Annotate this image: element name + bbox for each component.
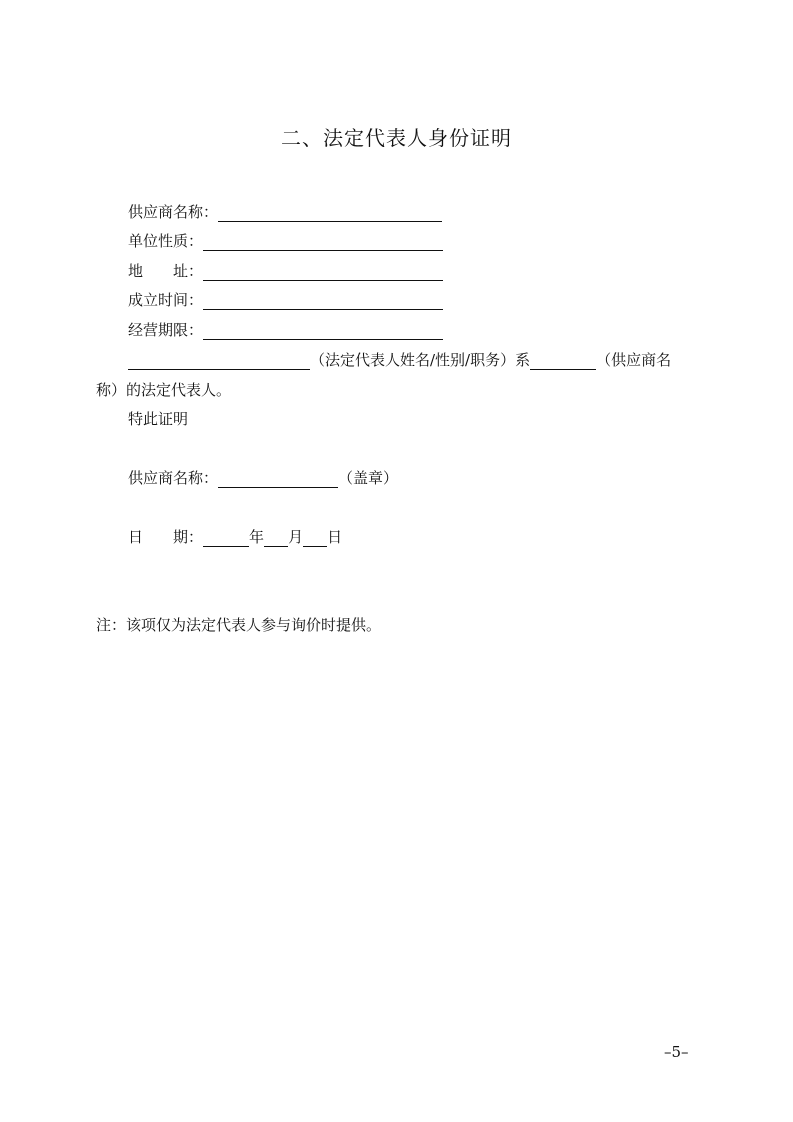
note-text: 注：该项仅为法定代表人参与询价时提供。 xyxy=(96,616,382,634)
supplier-name-row xyxy=(128,200,442,222)
established-date-row xyxy=(128,288,443,310)
unit-nature-input-line[interactable] xyxy=(203,232,443,251)
date-label-char-1: 日 xyxy=(128,528,144,546)
signature-row xyxy=(128,466,398,488)
date-row xyxy=(128,525,342,547)
day-input-line[interactable] xyxy=(303,528,327,547)
year-input-line[interactable] xyxy=(203,528,249,547)
day-label: 日 xyxy=(327,528,343,546)
statement-part2: （供应商名 xyxy=(596,351,672,369)
address-label xyxy=(128,260,203,281)
supplier-name-input-line[interactable] xyxy=(218,203,442,222)
certify-label: 特此证明 xyxy=(128,410,189,428)
statement-part1: （法定代表人姓名/性别/职务）系 xyxy=(310,351,531,369)
business-term-input-line[interactable] xyxy=(203,321,443,340)
unit-nature-label: 单位性质： xyxy=(128,232,204,250)
year-label: 年 xyxy=(249,528,265,546)
date-label-char-2: 期 xyxy=(173,528,189,546)
month-input-line[interactable] xyxy=(264,528,288,547)
address-label-char-2: 址 xyxy=(173,262,189,280)
seal-label: （盖章） xyxy=(338,469,399,487)
certify-text xyxy=(128,407,188,429)
supplier-name-label: 供应商名称： xyxy=(128,203,219,221)
signature-label: 供应商名称： xyxy=(128,469,219,487)
signature-supplier-input-line[interactable] xyxy=(218,469,338,488)
month-label: 月 xyxy=(288,528,304,546)
representative-input-line[interactable] xyxy=(128,351,310,370)
business-term-label: 经营期限： xyxy=(128,321,204,339)
address-label-colon: ： xyxy=(188,262,204,280)
statement-part3: 称）的法定代表人。 xyxy=(96,381,232,399)
note xyxy=(96,613,381,635)
established-date-label: 成立时间： xyxy=(128,291,204,309)
business-term-row xyxy=(128,318,443,340)
address-label-char-1: 地 xyxy=(128,262,144,280)
supplier-input-line[interactable] xyxy=(530,351,596,370)
established-date-input-line[interactable] xyxy=(203,291,443,310)
unit-nature-row xyxy=(128,229,443,251)
address-row xyxy=(128,259,443,281)
statement-continuation xyxy=(96,378,231,400)
page-number: –5– xyxy=(664,1043,689,1061)
date-label-colon: ： xyxy=(188,528,204,546)
address-input-line[interactable] xyxy=(203,262,443,281)
statement-line xyxy=(128,348,671,370)
page-title: 二、法定代表人身份证明 xyxy=(281,126,512,150)
